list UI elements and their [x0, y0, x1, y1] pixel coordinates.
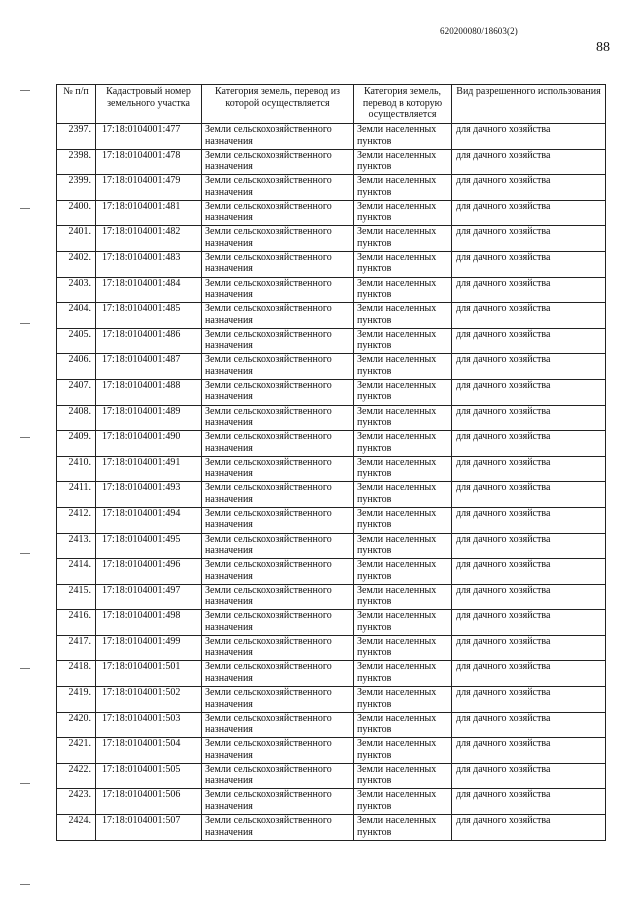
permitted-use: для дачного хозяйства	[452, 456, 606, 482]
permitted-use: для дачного хозяйства	[452, 789, 606, 815]
category-to: Земли населенных пунктов	[354, 200, 452, 226]
category-to: Земли населенных пунктов	[354, 687, 452, 713]
table-row	[57, 226, 606, 252]
permitted-use: для дачного хозяйства	[452, 251, 606, 277]
category-to: Земли населенных пунктов	[354, 584, 452, 610]
row-number: 2414.	[57, 559, 96, 585]
cadastral-number: 17:18:0104001:504	[96, 738, 202, 764]
category-to: Земли населенных пунктов	[354, 661, 452, 687]
table-row	[57, 175, 606, 201]
permitted-use: для дачного хозяйства	[452, 354, 606, 380]
category-from: Земли сельскохозяйственного назначения	[202, 482, 354, 508]
column-header-cadastral: Кадастровый номер земельного участка	[96, 85, 202, 124]
row-number: 2401.	[57, 226, 96, 252]
permitted-use: для дачного хозяйства	[452, 175, 606, 201]
table-row	[57, 200, 606, 226]
permitted-use: для дачного хозяйства	[452, 328, 606, 354]
permitted-use: для дачного хозяйства	[452, 405, 606, 431]
row-number: 2402.	[57, 251, 96, 277]
row-number: 2412.	[57, 507, 96, 533]
category-to: Земли населенных пунктов	[354, 507, 452, 533]
category-from: Земли сельскохозяйственного назначения	[202, 738, 354, 764]
row-number: 2408.	[57, 405, 96, 431]
row-number: 2418.	[57, 661, 96, 687]
category-to: Земли населенных пунктов	[354, 482, 452, 508]
category-to: Земли населенных пунктов	[354, 124, 452, 150]
row-number: 2400.	[57, 200, 96, 226]
category-from: Земли сельскохозяйственного назначения	[202, 200, 354, 226]
permitted-use: для дачного хозяйства	[452, 738, 606, 764]
cadastral-number: 17:18:0104001:490	[96, 431, 202, 457]
table-row	[57, 149, 606, 175]
category-from: Земли сельскохозяйственного назначения	[202, 661, 354, 687]
category-from: Земли сельскохозяйственного назначения	[202, 456, 354, 482]
category-to: Земли населенных пунктов	[354, 251, 452, 277]
category-from: Земли сельскохозяйственного назначения	[202, 431, 354, 457]
margin-mark	[20, 437, 30, 438]
cadastral-number: 17:18:0104001:493	[96, 482, 202, 508]
permitted-use: для дачного хозяйства	[452, 303, 606, 329]
cadastral-number: 17:18:0104001:487	[96, 354, 202, 380]
category-from: Земли сельскохозяйственного назначения	[202, 763, 354, 789]
table-row	[57, 328, 606, 354]
permitted-use: для дачного хозяйства	[452, 431, 606, 457]
column-header-number: № п/п	[57, 85, 96, 124]
row-number: 2417.	[57, 635, 96, 661]
category-from: Земли сельскохозяйственного назначения	[202, 584, 354, 610]
permitted-use: для дачного хозяйства	[452, 661, 606, 687]
category-to: Земли населенных пунктов	[354, 354, 452, 380]
permitted-use: для дачного хозяйства	[452, 533, 606, 559]
category-to: Земли населенных пунктов	[354, 149, 452, 175]
cadastral-number: 17:18:0104001:486	[96, 328, 202, 354]
permitted-use: для дачного хозяйства	[452, 763, 606, 789]
row-number: 2420.	[57, 712, 96, 738]
category-from: Земли сельскохозяйственного назначения	[202, 303, 354, 329]
category-from: Земли сельскохозяйственного назначения	[202, 175, 354, 201]
category-to: Земли населенных пунктов	[354, 431, 452, 457]
permitted-use: для дачного хозяйства	[452, 379, 606, 405]
cadastral-number: 17:18:0104001:501	[96, 661, 202, 687]
table-row	[57, 405, 606, 431]
margin-mark	[20, 884, 30, 885]
category-to: Земли населенных пунктов	[354, 379, 452, 405]
permitted-use: для дачного хозяйства	[452, 507, 606, 533]
category-to: Земли населенных пунктов	[354, 712, 452, 738]
permitted-use: для дачного хозяйства	[452, 149, 606, 175]
cadastral-number: 17:18:0104001:495	[96, 533, 202, 559]
category-to: Земли населенных пунктов	[354, 175, 452, 201]
permitted-use: для дачного хозяйства	[452, 277, 606, 303]
cadastral-number: 17:18:0104001:485	[96, 303, 202, 329]
category-from: Земли сельскохозяйственного назначения	[202, 712, 354, 738]
table-row	[57, 533, 606, 559]
cadastral-number: 17:18:0104001:491	[96, 456, 202, 482]
permitted-use: для дачного хозяйства	[452, 559, 606, 585]
table-row	[57, 456, 606, 482]
category-from: Земли сельскохозяйственного назначения	[202, 251, 354, 277]
margin-mark	[20, 208, 30, 209]
row-number: 2397.	[57, 124, 96, 150]
cadastral-number: 17:18:0104001:502	[96, 687, 202, 713]
cadastral-number: 17:18:0104001:506	[96, 789, 202, 815]
cadastral-number: 17:18:0104001:479	[96, 175, 202, 201]
margin-mark	[20, 783, 30, 784]
table-row	[57, 763, 606, 789]
permitted-use: для дачного хозяйства	[452, 124, 606, 150]
table-row	[57, 687, 606, 713]
category-from: Земли сельскохозяйственного назначения	[202, 559, 354, 585]
cadastral-number: 17:18:0104001:484	[96, 277, 202, 303]
category-to: Земли населенных пунктов	[354, 763, 452, 789]
table-row	[57, 610, 606, 636]
row-number: 2398.	[57, 149, 96, 175]
category-from: Земли сельскохозяйственного назначения	[202, 687, 354, 713]
category-from: Земли сельскохозяйственного назначения	[202, 610, 354, 636]
category-to: Земли населенных пунктов	[354, 226, 452, 252]
category-to: Земли населенных пунктов	[354, 456, 452, 482]
table-row	[57, 635, 606, 661]
category-from: Земли сельскохозяйственного назначения	[202, 815, 354, 841]
row-number: 2399.	[57, 175, 96, 201]
cadastral-number: 17:18:0104001:505	[96, 763, 202, 789]
column-header-category-from: Категория земель, перевод из которой осуществляется	[202, 85, 354, 124]
category-from: Земли сельскохозяйственного назначения	[202, 379, 354, 405]
category-from: Земли сельскохозяйственного назначения	[202, 328, 354, 354]
table-row	[57, 482, 606, 508]
category-to: Земли населенных пунктов	[354, 405, 452, 431]
permitted-use: для дачного хозяйства	[452, 200, 606, 226]
land-parcels-table	[56, 84, 606, 841]
category-from: Земли сельскохозяйственного назначения	[202, 533, 354, 559]
cadastral-number: 17:18:0104001:477	[96, 124, 202, 150]
category-from: Земли сельскохозяйственного назначения	[202, 507, 354, 533]
category-to: Земли населенных пунктов	[354, 277, 452, 303]
category-to: Земли населенных пунктов	[354, 815, 452, 841]
margin-mark	[20, 553, 30, 554]
category-from: Земли сельскохозяйственного назначения	[202, 354, 354, 380]
cadastral-number: 17:18:0104001:488	[96, 379, 202, 405]
margin-mark	[20, 323, 30, 324]
table-row	[57, 507, 606, 533]
category-to: Земли населенных пунктов	[354, 559, 452, 585]
row-number: 2421.	[57, 738, 96, 764]
category-to: Земли населенных пунктов	[354, 328, 452, 354]
table-row	[57, 251, 606, 277]
row-number: 2419.	[57, 687, 96, 713]
category-from: Земли сельскохозяйственного назначения	[202, 635, 354, 661]
row-number: 2405.	[57, 328, 96, 354]
cadastral-number: 17:18:0104001:489	[96, 405, 202, 431]
row-number: 2410.	[57, 456, 96, 482]
category-to: Земли населенных пунктов	[354, 738, 452, 764]
category-to: Земли населенных пунктов	[354, 303, 452, 329]
cadastral-number: 17:18:0104001:498	[96, 610, 202, 636]
category-from: Земли сельскохозяйственного назначения	[202, 124, 354, 150]
permitted-use: для дачного хозяйства	[452, 712, 606, 738]
row-number: 2413.	[57, 533, 96, 559]
table-row	[57, 712, 606, 738]
column-header-permitted-use: Вид разрешенного использования	[452, 85, 606, 124]
table-row	[57, 431, 606, 457]
permitted-use: для дачного хозяйства	[452, 584, 606, 610]
row-number: 2415.	[57, 584, 96, 610]
permitted-use: для дачного хозяйства	[452, 815, 606, 841]
row-number: 2416.	[57, 610, 96, 636]
category-from: Земли сельскохозяйственного назначения	[202, 149, 354, 175]
table-row	[57, 277, 606, 303]
permitted-use: для дачного хозяйства	[452, 635, 606, 661]
column-header-category-to: Категория земель, перевод в которую осуществляется	[354, 85, 452, 124]
row-number: 2403.	[57, 277, 96, 303]
category-from: Земли сельскохозяйственного назначения	[202, 789, 354, 815]
cadastral-number: 17:18:0104001:507	[96, 815, 202, 841]
row-number: 2407.	[57, 379, 96, 405]
table-row	[57, 354, 606, 380]
table-row	[57, 738, 606, 764]
row-number: 2424.	[57, 815, 96, 841]
category-from: Земли сельскохозяйственного назначения	[202, 405, 354, 431]
cadastral-number: 17:18:0104001:497	[96, 584, 202, 610]
permitted-use: для дачного хозяйства	[452, 687, 606, 713]
cadastral-number: 17:18:0104001:499	[96, 635, 202, 661]
row-number: 2404.	[57, 303, 96, 329]
category-from: Земли сельскохозяйственного назначения	[202, 226, 354, 252]
table-row	[57, 789, 606, 815]
row-number: 2409.	[57, 431, 96, 457]
cadastral-number: 17:18:0104001:494	[96, 507, 202, 533]
cadastral-number: 17:18:0104001:481	[96, 200, 202, 226]
permitted-use: для дачного хозяйства	[452, 610, 606, 636]
category-from: Земли сельскохозяйственного назначения	[202, 277, 354, 303]
table-row	[57, 661, 606, 687]
row-number: 2422.	[57, 763, 96, 789]
cadastral-number: 17:18:0104001:483	[96, 251, 202, 277]
category-to: Земли населенных пунктов	[354, 635, 452, 661]
page-number: 88	[596, 40, 610, 55]
permitted-use: для дачного хозяйства	[452, 226, 606, 252]
margin-mark	[20, 668, 30, 669]
category-to: Земли населенных пунктов	[354, 533, 452, 559]
table-row	[57, 559, 606, 585]
document-code: 620200080/18603(2)	[440, 26, 518, 36]
table-row	[57, 124, 606, 150]
table-row	[57, 379, 606, 405]
row-number: 2411.	[57, 482, 96, 508]
margin-mark	[20, 90, 30, 91]
table-header-row	[57, 85, 606, 124]
category-to: Земли населенных пунктов	[354, 610, 452, 636]
row-number: 2423.	[57, 789, 96, 815]
row-number: 2406.	[57, 354, 96, 380]
table-row	[57, 815, 606, 841]
cadastral-number: 17:18:0104001:482	[96, 226, 202, 252]
permitted-use: для дачного хозяйства	[452, 482, 606, 508]
cadastral-number: 17:18:0104001:503	[96, 712, 202, 738]
cadastral-number: 17:18:0104001:478	[96, 149, 202, 175]
cadastral-number: 17:18:0104001:496	[96, 559, 202, 585]
table-row	[57, 584, 606, 610]
category-to: Земли населенных пунктов	[354, 789, 452, 815]
table-row	[57, 303, 606, 329]
